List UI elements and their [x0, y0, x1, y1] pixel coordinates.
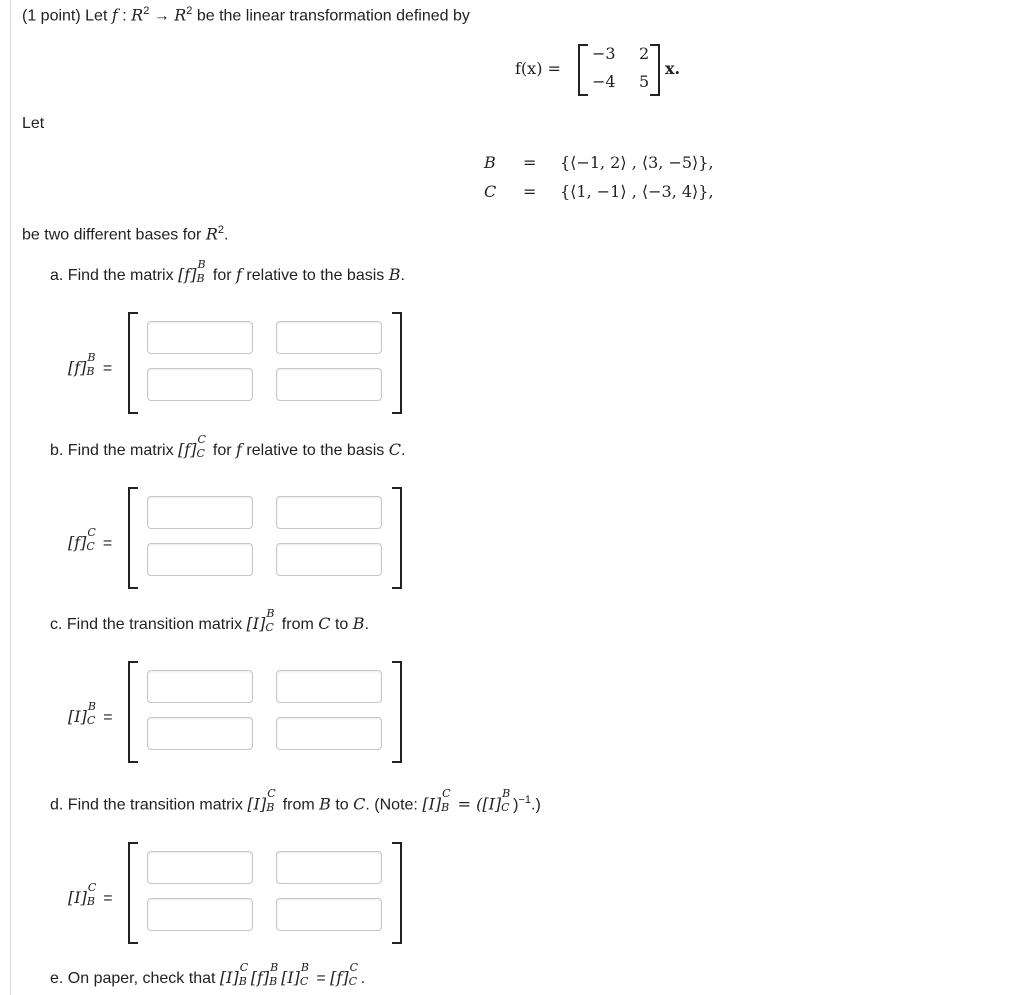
- part-b-bracket-right: [392, 487, 402, 589]
- basis-c-name: C: [484, 182, 497, 201]
- part-a-bracket-right: [392, 312, 402, 414]
- part-a-label: [f] B B =: [68, 351, 113, 378]
- part-d-cell-1-2-input[interactable]: [276, 851, 382, 884]
- basis-c-eq: =: [523, 182, 537, 201]
- part-e-question: e. On paper, check that [I] C B [f] B B [I] B C = [f] C C .: [50, 961, 366, 988]
- part-a-question: a. Find the matrix [f] B B for f relative to the basis B.: [50, 258, 405, 285]
- problem-statement: (1 point) Let f : $R^2 \to R^2$ be the linear transformation defined by: [22, 5, 470, 25]
- part-c-bracket-left: [128, 661, 138, 763]
- basis-b-value: {⟨−1, 2⟩ , ⟨3, −5⟩},: [560, 153, 714, 172]
- part-b-label: [f] C C =: [68, 526, 113, 553]
- part-d-label: [I] C B =: [68, 881, 113, 908]
- part-d-bracket-right: [392, 842, 402, 944]
- part-c-cell-1-1-input[interactable]: [147, 670, 253, 703]
- basis-c-value: {⟨1, −1⟩ , ⟨−3, 4⟩},: [560, 182, 714, 201]
- part-b-cell-1-2-input[interactable]: [276, 496, 382, 529]
- part-a-cell-2-2-input[interactable]: [276, 368, 382, 401]
- part-b-cell-2-2-input[interactable]: [276, 543, 382, 576]
- part-c-label: [I] B C =: [68, 700, 113, 727]
- part-a-cell-2-1-input[interactable]: [147, 368, 253, 401]
- part-c-question: c. Find the transition matrix [I] B C from C to B.: [50, 607, 369, 634]
- part-d-question: d. Find the transition matrix [I] C B from B to C. (Note: [I] C B = ([I] B C )$^{-1}$.): [50, 787, 541, 815]
- definition-bracket-left: [578, 44, 588, 96]
- matrix-cell: 2: [639, 44, 650, 63]
- matrix-cell: 5: [639, 72, 650, 91]
- definition-vector: x.: [665, 59, 681, 78]
- part-c-bracket-right: [392, 661, 402, 763]
- part-a-bracket-left: [128, 312, 138, 414]
- part-c-cell-2-1-input[interactable]: [147, 717, 253, 750]
- part-b-cell-2-1-input[interactable]: [147, 543, 253, 576]
- part-a-cell-1-1-input[interactable]: [147, 321, 253, 354]
- part-d-cell-2-1-input[interactable]: [147, 898, 253, 931]
- part-d-bracket-left: [128, 842, 138, 944]
- part-a-cell-1-2-input[interactable]: [276, 321, 382, 354]
- definition-lhs: f(x) =: [515, 59, 561, 78]
- part-b-bracket-left: [128, 487, 138, 589]
- matrix-cell: −3: [592, 44, 616, 63]
- part-b-cell-1-1-input[interactable]: [147, 496, 253, 529]
- definition-bracket-right: [650, 44, 660, 96]
- matrix-cell: −4: [592, 72, 616, 91]
- part-b-question: b. Find the matrix [f] C C for f relative to the basis C.: [50, 433, 406, 460]
- part-c-cell-1-2-input[interactable]: [276, 670, 382, 703]
- part-d-cell-1-1-input[interactable]: [147, 851, 253, 884]
- part-d-cell-2-2-input[interactable]: [276, 898, 382, 931]
- basis-b-name: B: [484, 153, 496, 172]
- bases-text: be two different bases for $R^2$.: [22, 224, 229, 244]
- basis-b-eq: =: [523, 153, 537, 172]
- part-c-cell-2-2-input[interactable]: [276, 717, 382, 750]
- let-text: Let: [22, 115, 45, 132]
